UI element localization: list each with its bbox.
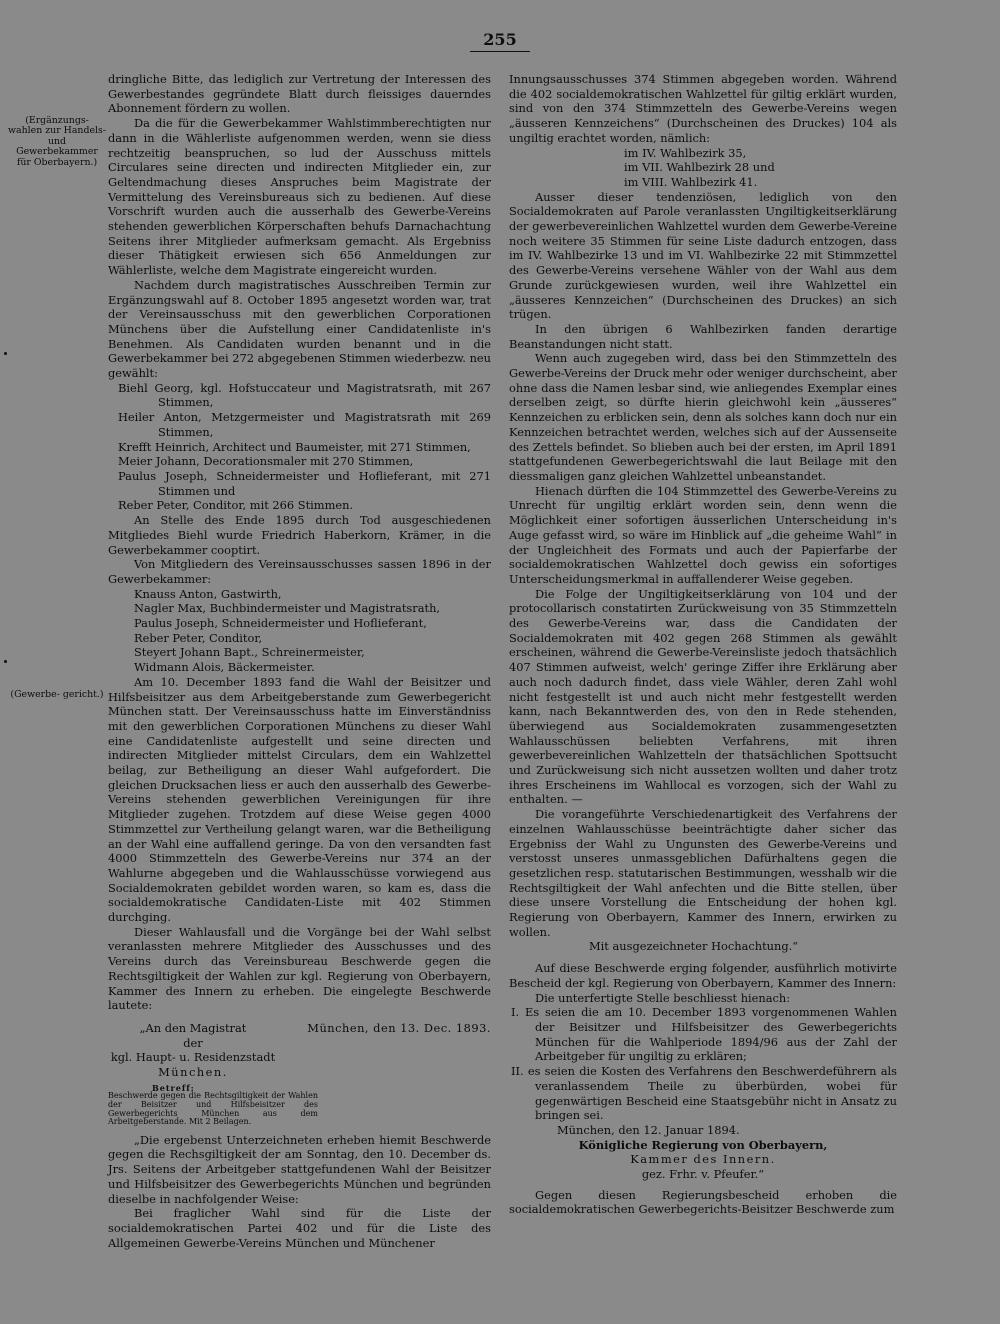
district-list <box>509 146 897 190</box>
closing-line: Mit ausgezeichneter Hochachtung.“ <box>589 939 799 954</box>
sidenote-ergaenzungswahlen: (Ergänzungs- wahlen zur Handels- und Gewerbekammer für Oberbayern.) <box>8 115 106 168</box>
paragraph: Innungsausschusses 374 Stimmen abgegeben worden. Während die 402 socialdemokratischen Wahlzettel für giltig erklärt wurden, sind von den 374 Stimmzetteln des Gewerbe-Vereins wegen „äusseren Kennzeichens“ (Durchscheinen des Druckes) 104 als ungiltig erachtet worden, nämlich: <box>509 72 897 145</box>
paragraph: Gegen diesen Regierungsbescheid erhoben die socialdemokratischen Gewerbegerichts-Beisitzer Beschwerde zum <box>509 1187 897 1217</box>
signature: gez. Frhr. v. Pfeufer.“ <box>641 1167 765 1182</box>
address-line: der <box>183 1035 203 1050</box>
subject-text: Beschwerde gegen die Rechtsgiltigkeit der Wahlen der Beisitzer und Hilfsbeisitzer des Gewerbegerichts München aus dem Arbeitgeberstande. Mit 2 Beilagen. <box>108 1091 318 1127</box>
paragraph: Wenn auch zugegeben wird, dass bei den Stimmzetteln des Gewerbe-Vereins der Druck mehr oder weniger durchscheint, aber ohne dass die Namen lesbar sind, wie anliegendes Exemplar eines derselben zeigt, so dürfte hierin gleichwohl kein „äusseres“ Kennzeichen zu erblicken sein, denn als solches kann doch nur ein Kennzeichen betrachtet werden, welches sich auf der Aussenseite des Zettels befindet. So blieben auch bei der ersten, im April 1891 stattgefundenen Gewerbegerichtswahl die laut Beilage mit den diessmaligen ganz gleichen Wahlzettel unbeanstandet. <box>509 351 897 483</box>
list-item: I. Es seien die am 10. December 1893 vorgenommenen Wahlen der Beisitzer und Hilfsbeisitzer des Gewerbegerichts München für die Wahlperiode 1894/96 aus der Zahl der Arbeitgeber für ungiltig zu erklären; <box>511 1005 897 1064</box>
list-item: Widmann Alois, Bäckermeister. <box>134 660 315 675</box>
list-item: Biehl Georg, kgl. Hofstuccateur und Magistratsrath, mit 267 Stimmen, <box>118 380 491 410</box>
list-item: Meier Johann, Decorationsmaler mit 270 Stimmen, <box>118 454 414 469</box>
paragraph: „Die ergebenst Unterzeichneten erheben hiemit Beschwerde gegen die Rechsgiltigkeit der am Sonntag, den 10. December ds. Jrs. Seitens der Arbeitgeber stattgefundenen Wahl der Beisitzer und Hilfsbeisitzer des Gewerbegerichts München und begründen dieselbe in nachfolgender Weise: <box>108 1132 491 1206</box>
paragraph: Am 10. December 1893 fand die Wahl der Beisitzer und Hilfsbeisitzer aus dem Arbeitgeberstande zum Gewerbegericht München statt. Der Vereinsausschuss hatte im Einverständniss mit den gewerblichen Corporationen Münchens zu dieser Wahl eine Candidatenliste aufgestellt und seine directen und indirecten Mitglieder mittelst Circulars, dem ein Wahlzettel beilag, zur Betheiligung an dieser Wahl aufgefordert. Die gleichen Drucksachen liess er auch den ausserhalb des Gewerbe-Vereins stehenden gewerblichen Vereinigungen für ihre Mitglieder zugehen. Trotzdem auf diese Weise gegen 4000 Stimmzettel zur Vertheilung gelangt waren, war die Betheiligung an der Wahl eine auffallend geringe. Da von den versandten fast 4000 Stimmzetteln des Gewerbe-Vereins nur 374 an der Wahlurne abgegeben und die Wahlausschüsse vorwiegend aus Socialdemokraten gebildet worden waren, so kam es, dass die socialdemokratische Candidaten-Liste mit 402 Stimmen durchging. <box>108 674 491 925</box>
subject-block <box>108 1084 491 1127</box>
list-item: im IV. Wahlbezirk 35, <box>624 145 747 160</box>
address-line: „An den Magistrat <box>139 1021 247 1035</box>
paragraph: In den übrigen 6 Wahlbezirken fanden derartige Beanstandungen nicht statt. <box>509 321 897 351</box>
list-item: im VIII. Wahlbezirk 41. <box>624 174 758 189</box>
recipient-address <box>108 1021 278 1080</box>
list-item: Paulus Joseph, Schneidermeister und Hoflieferant, <box>134 616 427 631</box>
paragraph: Ausser dieser tendenziösen, lediglich von den Socialdemokraten auf Parole veranlassten Ungiltigkeitserklärung der gewerbevereinlichen Wahlzettel wurden dem Gewerbe-Vereine noch weitere 35 Stimmen für seine Liste dadurch entzogen, dass im IV. Wahlbezirke 13 und im VI. Wahlbezirke 22 mit Stimmzettel des Gewerbe-Vereins versehene Wähler von der Wahl aus dem Grunde zurückgewiesen wurden, weil ihre Wahlzettel ein „äusseres Kennzeichen“ (Durchscheinen des Druckes) an sich trügen. <box>509 189 897 322</box>
candidate-list <box>108 381 491 513</box>
paragraph: Hienach dürften die 104 Stimmzettel des Gewerbe-Vereins zu Unrecht für ungiltig erklärt worden sein, denn wenn die Möglichkeit einer sofortigen äusserlichen Unterscheidung in's Auge gefasst wird, so wäre im Hinblick auf „die geheime Wahl“ in der Ungleichheit des Formats und auch der Papierfarbe der socialdemokratischen Wahlzettel doch gewiss ein sofortiges Unterscheidungsmerkmal in auffallenderer Weise gegeben. <box>509 483 897 586</box>
issuing-authority: Königliche Regierung von Oberbayern, <box>578 1137 828 1152</box>
list-item: Reber Peter, Conditor, <box>134 630 263 645</box>
letter-address-block <box>108 1021 491 1080</box>
margin-mark <box>4 660 7 663</box>
right-column <box>509 72 897 1217</box>
list-item: Nagler Max, Buchbindermeister und Magistratsrath, <box>134 601 441 616</box>
list-item: Steyert Johann Bapt., Schreinermeister, <box>134 645 365 660</box>
list-item: II. es seien die Kosten des Verfahrens den Beschwerdeführern als veranlassendem Theile zu überbürden, wobei für gegenwärtigen Bescheid eine Staatsgebühr nicht in Ansatz zu bringen sei. <box>511 1064 897 1123</box>
list-item: Krefft Heinrich, Architect und Baumeister, mit 271 Stimmen, <box>118 439 471 454</box>
paragraph: Auf diese Beschwerde erging folgender, ausführlich motivirte Bescheid der kgl. Regierung von Oberbayern, Kammer des Innern: <box>509 961 897 990</box>
decision-date: München, den 12. Januar 1894. <box>557 1122 740 1137</box>
member-list <box>108 587 491 675</box>
paragraph: Nachdem durch magistratisches Ausschreiben Termin zur Ergänzungswahl auf 8. October 1895 angesetzt worden war, trat der Vereinsausschuss mit den gewerblichen Corporationen Münchens über die Aufstellung einer Candidatenliste in's Benehmen. Als Candidaten wurden benannt und in die Gewerbekammer bei 272 abgegebenen Stimmen wiederbezw. neu gewählt: <box>108 277 491 381</box>
list-item: im VII. Wahlbezirk 28 und <box>624 160 775 175</box>
paragraph: An Stelle des Ende 1895 durch Tod ausgeschiedenen Mitgliedes Biehl wurde Friedrich Haberkorn, Krämer, in die Gewerbekammer cooptirt. <box>108 513 491 557</box>
sidenote-gewerbegericht: (Gewerbe- gericht.) <box>10 689 104 700</box>
paragraph: Die vorangeführte Verschiedenartigkeit des Verfahrens der einzelnen Wahlausschüsse beeinträchtigte daher sicher das Ergebniss der Wahl zu Ungunsten des Gewerbe-Vereins und verstosst unseres unmassgeblichen Dafürhaltens gegen die gesetzlichen resp. statutarischen Bestimmungen, wesshalb wir die Rechtsgiltigkeit der Wahl anfechten und die Bitte stellen, über diese unsere Vorstellung die Entscheidung der hohen kgl. Regierung von Oberbayern, Kammer des Innern, erwirken zu wollen. <box>509 807 897 939</box>
list-item: Knauss Anton, Gastwirth, <box>134 586 282 601</box>
address-line: kgl. Haupt- u. Residenzstadt <box>110 1050 276 1065</box>
paragraph: Die Folge der Ungiltigkeitserklärung von 104 und der protocollarisch constatirten Zurückweisung von 35 Stimmzetteln des Gewerbe-Vereins war, dass die Candidaten der Socialdemokraten mit 402 gegen 268 Stimmen als gewählt erscheinen, während die Gewerbe-Vereinsliste jedoch thatsächlich 407 Stimmen aufweist, welch' geringe Ziffer ihre Erklärung aber auch noch dadurch findet, dass viele Wähler, deren Zahl wohl nicht festgestellt ist und auch nicht mehr festgestellt werden kann, nach Bekanntwerden des, von den in Rede stehenden, überwiegend aus Socialdemokraten zusammengesetzten Wahlausschüssen beliebten Verfahrens, mit ihren gewerbevereinlichen Wahlzetteln der thatsächlichen Spottsucht und Zurückweisung sich nicht aussetzen wollten und daher trotz ihres Erscheinens im Wahllocal es vorzogen, sich der Wahl zu enthalten. — <box>509 586 897 807</box>
margin-mark <box>4 352 7 355</box>
page-number: 255 <box>470 30 530 52</box>
issuing-chamber: Kammer des Innern. <box>630 1152 776 1167</box>
list-item: Reber Peter, Conditor, mit 266 Stimmen. <box>118 498 354 513</box>
paragraph: Dieser Wahlausfall und die Vorgänge bei der Wahl selbst veranlassten mehrere Mitglieder des Ausschusses und des Vereins durch das Vereinsbureau Beschwerde gegen die Rechtsgiltigkeit der Wahlen zur kgl. Regierung von Oberbayern, Kammer des Innern zu erheben. Die eingelegte Beschwerde lautete: <box>108 924 491 1013</box>
paragraph: Bei fraglicher Wahl sind für die Liste der socialdemokratischen Partei 402 und für die Liste des Allgemeinen Gewerbe-Vereins München und Münchener <box>108 1206 491 1250</box>
paragraph: Da die für die Gewerbekammer Wahlstimmberechtigten nur dann in die Wählerliste aufgenommen werden, wenn sie diess rechtzeitig beanspruchen, so lud der Ausschuss mittels Circulares seine directen und indirecten Mitglieder ein, zur Geltendmachung dieses Anspruches beim Magistrate der Vermittelung des Vereinsbureaus sich zu bedienen. Auf diese Vorschrift wurden auch die ausserhalb des Gewerbe-Vereins stehenden gewerblichen Körperschaften behufs Darnachachtung Seitens ihrer Mitglieder aufmerksam gemacht. Als Ergebniss dieser Thätigkeit erwiesen sich 656 Anmeldungen zur Wählerliste, welche dem Magistrate eingereicht wurden. <box>108 116 491 278</box>
paragraph: dringliche Bitte, das lediglich zur Vertretung der Interessen des Gewerbestandes gegründete Blatt durch fleissiges dauerndes Abonnement fördern zu wollen. <box>108 72 491 116</box>
left-column <box>108 72 491 1250</box>
paragraph: Von Mitgliedern des Vereinsausschusses sassen 1896 in der Gewerbekammer: <box>108 557 491 586</box>
subject-title: Betreff: <box>152 1082 195 1093</box>
letter-date: München, den 13. Dec. 1893. <box>307 1021 491 1035</box>
address-line: München. <box>158 1065 228 1080</box>
paragraph: Die unterfertigte Stelle beschliesst hienach: <box>535 990 791 1005</box>
list-item: Paulus Joseph, Schneidermeister und Hoflieferant, mit 271 Stimmen und <box>118 468 491 498</box>
list-item: Heiler Anton, Metzgermeister und Magistratsrath mit 269 Stimmen, <box>118 410 491 439</box>
decision-list <box>509 1005 897 1123</box>
